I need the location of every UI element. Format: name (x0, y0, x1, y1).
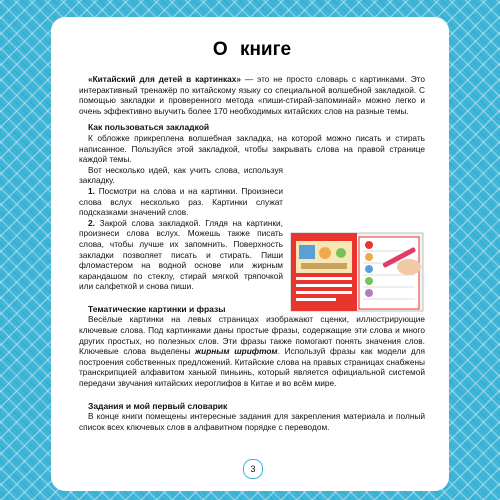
bookmark-paragraph-2: Вот несколько идей, как учить слова, используя закладку. (79, 164, 283, 186)
bookmark-heading: Как пользоваться закладкой (88, 122, 210, 133)
book-title-lead: «Китайский для детей в картинках» (88, 74, 241, 84)
bookmark-paragraph-1: К обложке прикреплена волшебная закладка, на которой можно писать и стирать написанное. Пользуйся этой закладкой, чтобы закрывать слова на правой странице каждой темы. (79, 132, 425, 165)
bookmark-usage-photo (289, 227, 425, 313)
page-panel (51, 17, 449, 491)
intro-text: — это не просто словарь с картинками. Это интерактивный тренажёр по китайскому языку со специальной волшебной закладкой. С помощью закладки и проверенного метода «пиши-стирай-запоминай» можно легко и очень эффективно выучить более 170 необходимых китайских слов на разные темы. (79, 74, 425, 116)
step-2-text: Закрой слова закладкой. Глядя на картинки, произнеси слова вслух. Можешь также писать слова, чтобы лучше их запомнить. Поверхность закладки позволяет писать и стирать. Пиши фломастером на водной основе или жирным карандашом по стеклу, стирай мягкой тряпочкой или салфеткой и снова пиши. (79, 217, 283, 292)
intro-paragraph (79, 74, 425, 116)
step-1-number: 1. (88, 185, 95, 196)
page-number: 3 (243, 459, 263, 479)
bold-term: жирным шрифтом (195, 346, 278, 357)
bookmark-steps-block (79, 165, 425, 292)
step-1-text: Посмотри на слова и на картинки. Произнеси слова вслух несколько раз. Картинки служат подсказками значений слов. (79, 185, 283, 218)
phrases-paragraph (79, 314, 425, 388)
step-1-paragraph (79, 186, 283, 218)
page-title: О книге (212, 39, 292, 60)
tasks-heading: Задания и мой первый словарик (88, 400, 228, 411)
phrases-text-a: Весёлые картинки на левых страницах изображают сценки, иллюстрирующие ключевые слова. Под картинками даны простые фразы, содержащие эти слова и много других простых, но полезных слов. Эти фразы также помогают понять значения слов. Ключевые слова выделены (79, 314, 425, 357)
step-2-paragraph (79, 218, 283, 292)
tasks-paragraph: В конце книги помещены интересные задания для закрепления материала и полный список всех ключевых слов в алфавитном порядке с переводом. (79, 411, 425, 432)
phrases-heading: Тематические картинки и фразы (88, 303, 226, 314)
step-2-number: 2. (88, 217, 95, 228)
phrases-text-b: . Используй фразы как модели для построения собственных предложений. Китайские слова на правых страницах снабжены транскрипцией алфавитом ханьюй пиньинь, который является официальной системой передачи звучания китайских иероглифов в Китае и во всём мире. (79, 346, 426, 389)
